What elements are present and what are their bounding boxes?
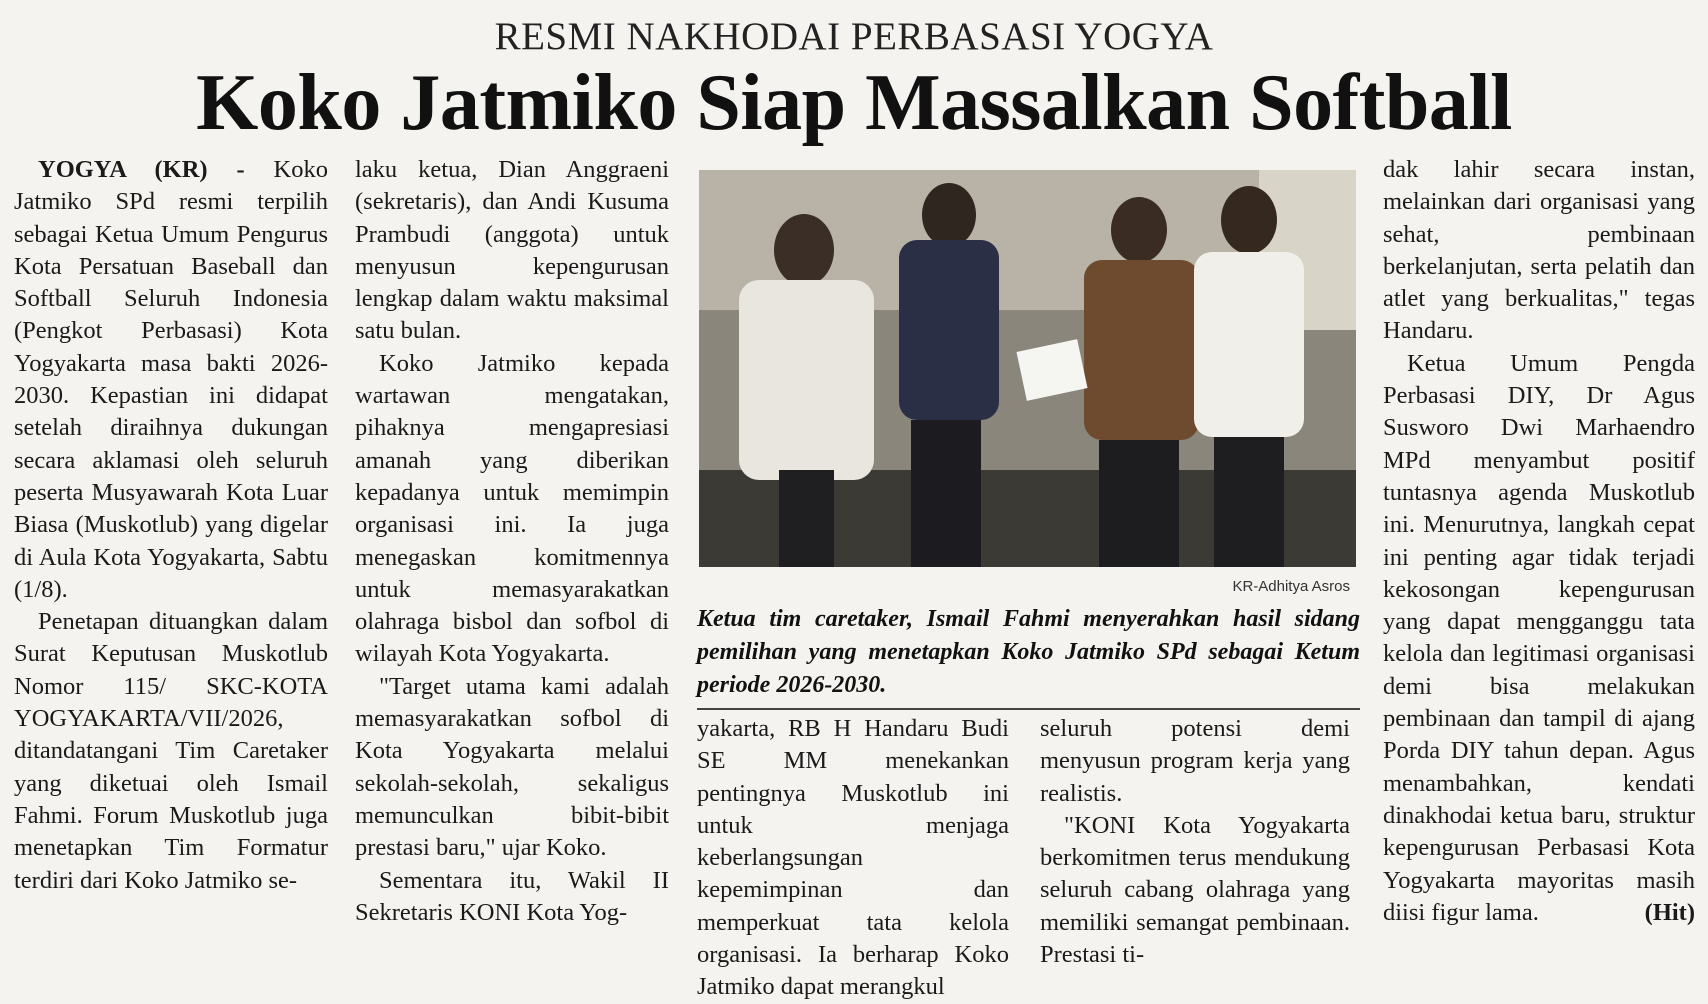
headline: Koko Jatmiko Siap Massalkan Softball bbox=[196, 59, 1512, 147]
paragraph: dak lahir secara instan, melainkan dari organisasi yang sehat, pembinaan berkelanjutan, serta pelatih dan atlet yang berkualitas," tegas Handaru. bbox=[1383, 156, 1695, 345]
kicker: RESMI NAKHODAI PERBASASI YOGYA bbox=[494, 15, 1214, 58]
photo-credit: KR-Adhitya Asros bbox=[1232, 578, 1350, 595]
paragraph-text: Ketua Umum Pengda Perbasasi DIY, Dr Agus Susworo Dwi Marhaendro MPd menyambut positif tuntasnya agenda Muskotlub ini. Menurutnya, langkah cepat ini penting agar tidak terjadi kekosongan kepengurusan yang dapat mengganggu tata kelola dan legitimasi organisasi demi bisa melakukan pembinaan dan tampil di ajang Porda DIY tahun depan. Agus menambahkan, kendati dinakhodai ketua baru, struktur kepengurusan Perbasasi Kota Yogyakarta mayoritas masih diisi figur lama. bbox=[1383, 349, 1695, 926]
paragraph bbox=[1383, 348, 1695, 929]
paragraph: laku ketua, Dian Anggraeni (sekretaris), dan Andi Kusuma Prambudi (anggota) untuk menyusun kepengurusan lengkap dalam waktu maksimal satu bulan. bbox=[355, 156, 669, 345]
column-3 bbox=[697, 713, 1009, 1004]
paragraph: yakarta, RB H Handaru Budi SE MM menekankan pentingnya Muskotlub ini untuk menjaga keberlangsungan kepemimpinan dan memperkuat tata kelola organisasi. Ia berharap Koko Jatmiko dapat merangkul bbox=[697, 715, 1009, 1001]
column-5 bbox=[1383, 154, 1695, 929]
paragraph: "Target utama kami adalah memasyarakatkan sofbol di Kota Yogyakarta melalui sekolah-sekolah, sekaligus memunculkan bibit-bibit prestasi baru," ujar Koko. bbox=[355, 672, 669, 862]
paragraph-text: Koko Jatmiko SPd resmi terpilih sebagai Ketua Umum Pengurus Kota Persatuan Baseball dan Softball Seluruh Indonesia (Pengkot Perbasasi) Kota Yogyakarta masa bakti 2026-2030. Kepastian ini didapat setelah diraihnya dukungan secara aklamasi oleh seluruh peserta Musyawarah Kota Luar Biasa (Muskotlub) yang digelar di Aula Kota Yogyakarta, Sabtu (1/8). bbox=[14, 156, 328, 603]
caption-rule bbox=[697, 708, 1360, 710]
byline: (Hit) bbox=[1644, 898, 1695, 926]
news-photo bbox=[699, 170, 1356, 567]
paragraph bbox=[14, 154, 328, 606]
paragraph: seluruh potensi demi menyusun program kerja yang realistis. bbox=[1040, 715, 1350, 807]
paragraph: Penetapan dituangkan dalam Surat Keputusan Muskotlub Nomor 115/ SKC-KOTA YOGYAKARTA/VII/2026, ditandatangani Tim Caretaker yang diketuai oleh Ismail Fahmi. Forum Muskotlub juga menetapkan Tim Formatur terdiri dari Koko Jatmiko se- bbox=[14, 608, 328, 894]
paragraph: "KONI Kota Yogyakarta berkomitmen terus mendukung seluruh cabang olahraga yang memiliki semangat pembinaan. Prestasi ti- bbox=[1040, 811, 1350, 969]
paragraph: Sementara itu, Wakil II Sekretaris KONI Kota Yog- bbox=[355, 866, 669, 926]
paragraph: Koko Jatmiko kepada wartawan mengatakan, pihaknya mengapresiasi amanah yang diberikan kepadanya untuk memimpin organisasi ini. Ia juga menegaskan komitmennya untuk memasyarakatkan olahraga bisbol dan sofbol di wilayah Kota Yogyakarta. bbox=[355, 349, 669, 668]
dateline: YOGYA (KR) - bbox=[38, 156, 245, 183]
column-4 bbox=[1040, 713, 1350, 971]
photo-caption: Ketua tim caretaker, Ismail Fahmi menyerahkan hasil sidang pemilihan yang menetapkan Koko Jatmiko SPd sebagai Ketum periode 2026-2030. bbox=[697, 606, 1360, 698]
column-1 bbox=[14, 154, 328, 897]
column-2 bbox=[355, 154, 669, 929]
